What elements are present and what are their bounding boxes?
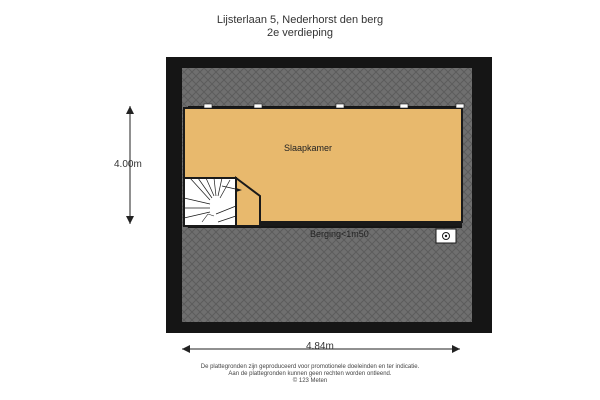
- room-label-berging: Berging<1m50: [310, 229, 369, 239]
- plan-floor-name: 2e verdieping: [266, 27, 334, 39]
- disclaimer-line-1: De plattegronden zijn geproduceerd voor promotionele doeleinden en ter indicatie.: [200, 364, 420, 370]
- dimension-depth-label: 4.00m: [114, 159, 142, 170]
- disclaimer-line-2: Aan de plattegronden kunnen geen rechten worden ontleend.: [228, 371, 392, 377]
- window-5: [456, 104, 464, 108]
- plan-address: Lijsterlaan 5, Nederhorst den berg: [216, 14, 384, 26]
- boiler-unit: [436, 229, 456, 243]
- roof-slope-right: [462, 106, 472, 228]
- dimension-width-label: 4.84m: [306, 341, 334, 352]
- room-label-slaapkamer: Slaapkamer: [284, 143, 333, 153]
- window-1: [204, 104, 212, 108]
- window-3: [336, 104, 344, 108]
- copyright: © 123 Meten: [292, 378, 328, 384]
- roof-slope-bottom: [182, 228, 472, 322]
- roof-slope-top: [182, 68, 472, 106]
- window-4: [400, 104, 408, 108]
- window-2: [254, 104, 262, 108]
